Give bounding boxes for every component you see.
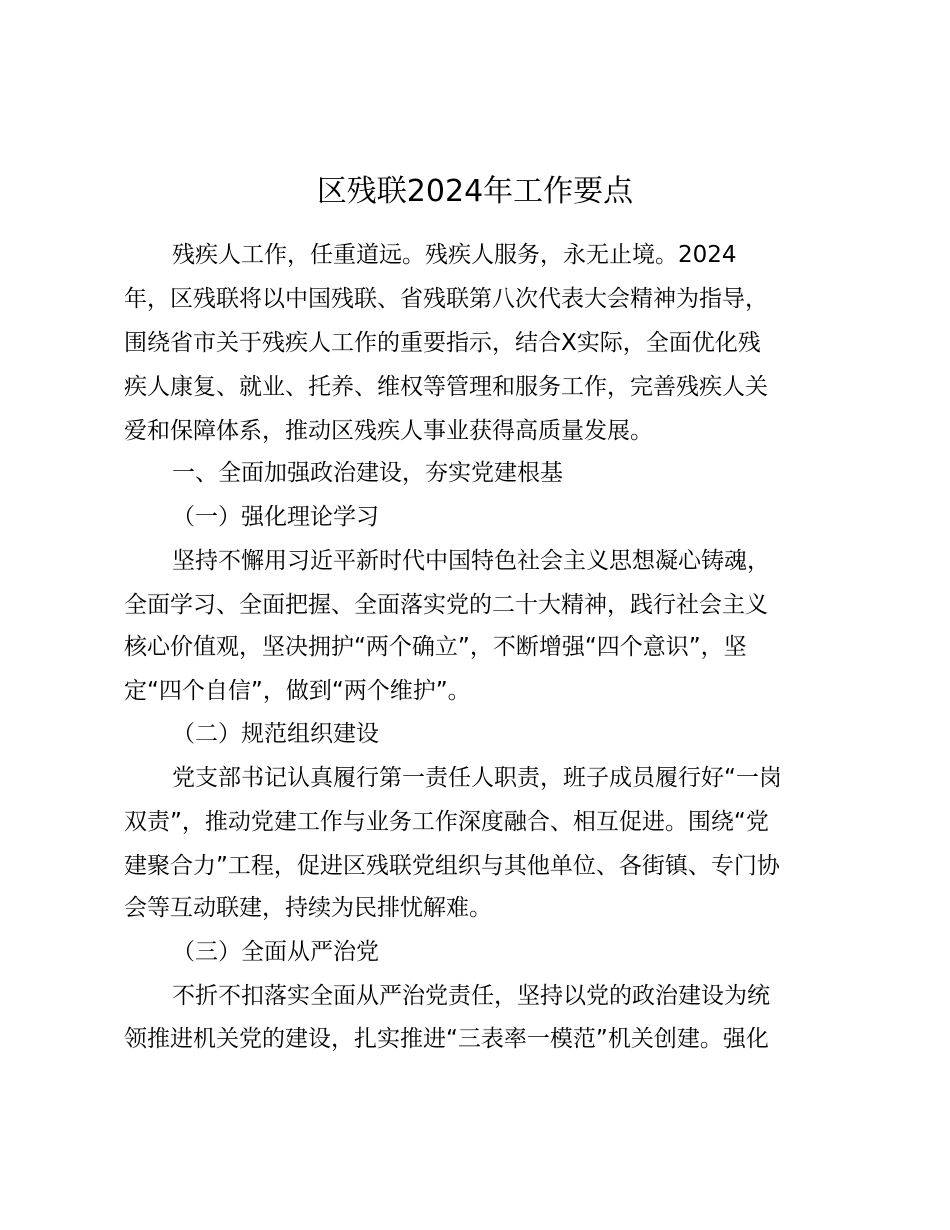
paragraph-line: 爱和保障体系，推动区残疾人事业获得高质量发展。 bbox=[124, 418, 653, 444]
section-heading: 一、全面加强政治建设，夯实党建根基 bbox=[172, 460, 563, 486]
paragraph-line: 核心价值观，坚决拥护“两个确立”，不断增强“四个意识”，坚 bbox=[124, 634, 747, 660]
paragraph-line: 年，区残联将以中国残联、省残联第八次代表大会精神为指导， bbox=[124, 286, 768, 312]
subsection-heading: （二）规范组织建设 bbox=[172, 721, 379, 747]
subsection-heading: （一）强化理论学习 bbox=[172, 504, 379, 530]
paragraph-line: 双责”，推动党建工作与业务工作深度融合、相互促进。围绕“党 bbox=[124, 809, 769, 835]
paragraph-line: 围绕省市关于残疾人工作的重要指示，结合X实际，全面优化残 bbox=[124, 330, 761, 356]
paragraph-line: 领推进机关党的建设，扎实推进“三表率一模范”机关创建。强化 bbox=[124, 1026, 769, 1052]
paragraph-line: 坚持不懈用习近平新时代中国特色社会主义思想凝心铸魂， bbox=[172, 548, 770, 574]
paragraph-line: 建聚合力”工程，促进区残联党组织与其他单位、各街镇、专门协 bbox=[124, 853, 780, 879]
paragraph-line: 会等互动联建，持续为民排忧解难。 bbox=[124, 895, 492, 921]
paragraph-line: 不折不扣落实全面从严治党责任，坚持以党的政治建设为统 bbox=[172, 983, 770, 1009]
document-title: 区残联2024年工作要点 bbox=[316, 174, 634, 209]
paragraph-line: 党支部书记认真履行第一责任人职责，班子成员履行好“一岗 bbox=[172, 765, 782, 791]
paragraph-line: 残疾人工作，任重道远。残疾人服务，永无止境。2024 bbox=[172, 242, 737, 268]
paragraph-line: 全面学习、全面把握、全面落实党的二十大精神，践行社会主义 bbox=[124, 592, 768, 618]
paragraph-line: 疾人康复、就业、托养、维权等管理和服务工作，完善残疾人关 bbox=[124, 374, 768, 400]
subsection-heading: （三）全面从严治党 bbox=[172, 939, 379, 965]
paragraph-line: 定“四个自信”，做到“两个维护”。 bbox=[124, 678, 471, 704]
